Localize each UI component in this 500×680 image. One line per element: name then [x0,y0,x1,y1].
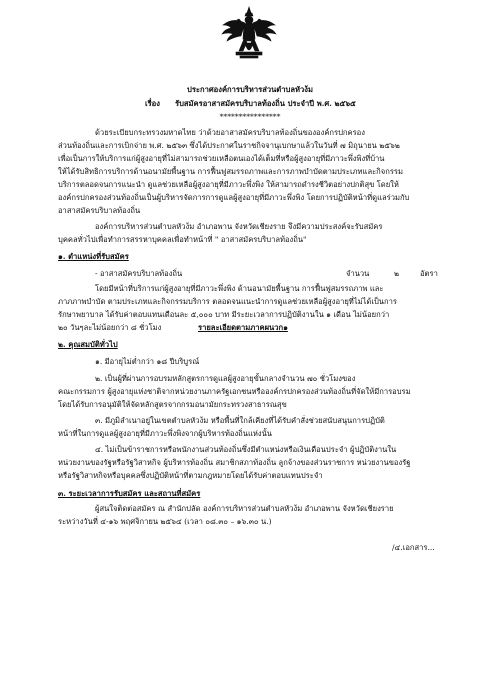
quota-unit: อัตรา [420,269,438,278]
qualification-item: หน้าที่ในการดูแลผู้สูงอายุที่มีภาวะพึ่งพิงจากผู้บริหารท้องถิ่นแห่งนั้น [58,429,272,438]
appendix-reference: รายละเอียดตามภาคผนวก๑ [198,323,288,332]
qualification-item: หน่วยงานของรัฐหรือรัฐวิสาหกิจ ผู้บริหารท้องถิ่น สมาชิกสภาท้องถิ่น ลูกจ้างของส่วนราชการ หน่วยงานของรัฐ [58,458,411,467]
section3-line: ระหว่างวันที่ ๔-๑๖ พฤศจิกายน ๒๕๖๔ (เวลา ๐๘.๓๐ – ๑๖.๓๐ น.) [58,517,272,526]
qualification-item: ๑. มีอายุไม่ต่ำกว่า ๑๘ ปีบริบูรณ์ [95,357,200,366]
intro-line: ส่วนท้องถิ่นและการเบิกจ่าย พ.ศ. ๒๕๖๓ ซึ่งได้ประกาศในราชกิจจานุเบกษาแล้วในวันที่ ๗ มิถุนายน ๒๕๖๒ [58,141,400,150]
intro-line: ด้วยระเบียบกระทรวงมหาดไทย ว่าด้วยอาสาสมัครบริบาลท้องถิ่นขององค์กรปกครอง [95,128,365,137]
section1-line: ภาภภาพบำบัด ตามประเภทและกิจกรรมบริการ ตลอดจนแนะนำการดูแลช่วยเหลือผู้สูงอายุที่ไม่ได้เป็นการ [58,297,397,306]
intro-line: องค์กรปกครองส่วนท้องถิ่นเป็นผู้บริหารจัดการการดูแลผู้สูงอายุที่มีภาวะพึ่งพิง โดยการปฏิบัติหน้าที่ดูแลร่วมกับ [58,193,410,202]
section-heading: ๒. คุณสมบัติทั่วไป [58,340,118,349]
qualification-item: หรือรัฐวิสาหกิจหรือบุคคลซึ่งปฏิบัติหน้าที่ตามกฎหมายโดยได้รับค่าตอบแทนประจำ [58,471,323,480]
qualification-item: ๓. มีภูมิลำเนาอยู่ในเขตตำบลหัวง้ม หรือพื้นที่ใกล้เคียงที่ได้รับคำสั่งช่วยสนับสนุนการปฏิบัติ [95,416,385,425]
section-heading: ๓. ระยะเวลาการรับสมัคร และสถานที่สมัคร [58,489,201,498]
section-heading: ๑. ตำแหน่งที่รับสมัคร [58,252,129,261]
qualification-item: โดยได้รับการอนุมัติให้จัดหลักสูตรจากกรมอนามัยกระทรวงสาธารณสุข [58,400,287,409]
subject-prefix: เรื่อง [145,99,160,108]
quota-value: ๒ [394,269,400,278]
section1-line: รักษาพยาบาล ได้รับค่าตอบแทนเดือนละ ๕,๐๐๐ บาท มีระยะเวลาการปฏิบัติงานใน ๑ เดือน ไม่น้อยกว่า [58,310,390,319]
divider-stars: **************** [219,112,281,121]
section1-line: โดยมีหน้าที่บริการแก่ผู้สูงอายุที่มีภาวะพึ่งพิง ด้านอนามัยพื้นฐาน การฟื้นฟูสมรรถภาพ และ [95,284,384,293]
section3-line: ผู้สนใจติดต่อสมัคร ณ สำนักปลัด องค์การบริหารส่วนตำบลหัวง้ม อำเภอพาน จังหวัดเชียงราย [95,504,394,513]
intro-line: ให้ได้รับสิทธิการบริการด้านอนามัยพื้นฐาน การฟื้นฟูสมรรถภาพและการภาพบำบัดตามประเภทและกิจกรรม [58,167,403,176]
quota-label: จำนวน [346,269,370,278]
qualification-item: ๒. เป็นผู้ที่ผ่านการอบรมหลักสูตรการดูแลผู้สูงอายุขั้นกลางจำนวน ๗๐ ชั่วโมงของ [95,374,356,383]
qualification-item: ๔. ไม่เป็นข้าราชการหรือพนักงานส่วนท้องถิ่นซึ่งมีตำแหน่งหรือเงินเดือนประจำ ผู้ปฏิบัติงานใน [95,445,397,454]
section1-line: ๒๐ วันๆละไม่น้อยกว่า ๘ ชั่วโมง [58,323,162,332]
intro-line: บุคคลทั่วไปเพื่อทำการสรรหาบุคคลเพื่อทำหน้าที่ " อาสาสมัครบริบาลท้องถิ่น" [58,235,307,244]
intro-line: บริการตลอดจนการแนะนำ ดูแลช่วยเหลือผู้สูงอายุที่มีภาวะพึ่งพิง ให้สามารถดำรงชีวิตอย่างปกติสุข โดยให้ [58,180,399,189]
garuda-emblem-icon [219,5,279,61]
position-name: - อาสาสมัครบริบาลท้องถิ่น [95,269,183,278]
continuation-marker: /๔.เอกสาร... [392,543,435,552]
document-title: ประกาศองค์การบริหารส่วนตำบลหัวง้ม [187,85,313,94]
subject-line: รับสมัครอาสาสมัครบริบาลท้องถิ่น ประจำปี พ.ศ. ๒๕๖๕ [175,99,356,108]
qualification-item: คณะกรรมการ ผู้สูงอายุแห่งชาติจากหน่วยงานภาครัฐเอกชนหรือองค์กรปกครองส่วนท้องถิ่นที่จัดให้มีการอบรม [58,387,411,396]
intro-line: เพื่อเป็นการให้บริการแก่ผู้สูงอายุที่ไม่สามารถช่วยเหลือตนเองได้เต็มที่หรือผู้สูงอายุที่มีภาวะพึ่งพิงที่บ้าน [58,154,385,163]
intro-line: อาสาสมัครบริบาลท้องถิ่น [58,206,141,215]
intro-line: องค์การบริหารส่วนตำบลหัวง้ม อำเภอพาน จังหวัดเชียงราย จึงมีความประสงค์จะรับสมัคร [95,222,383,231]
